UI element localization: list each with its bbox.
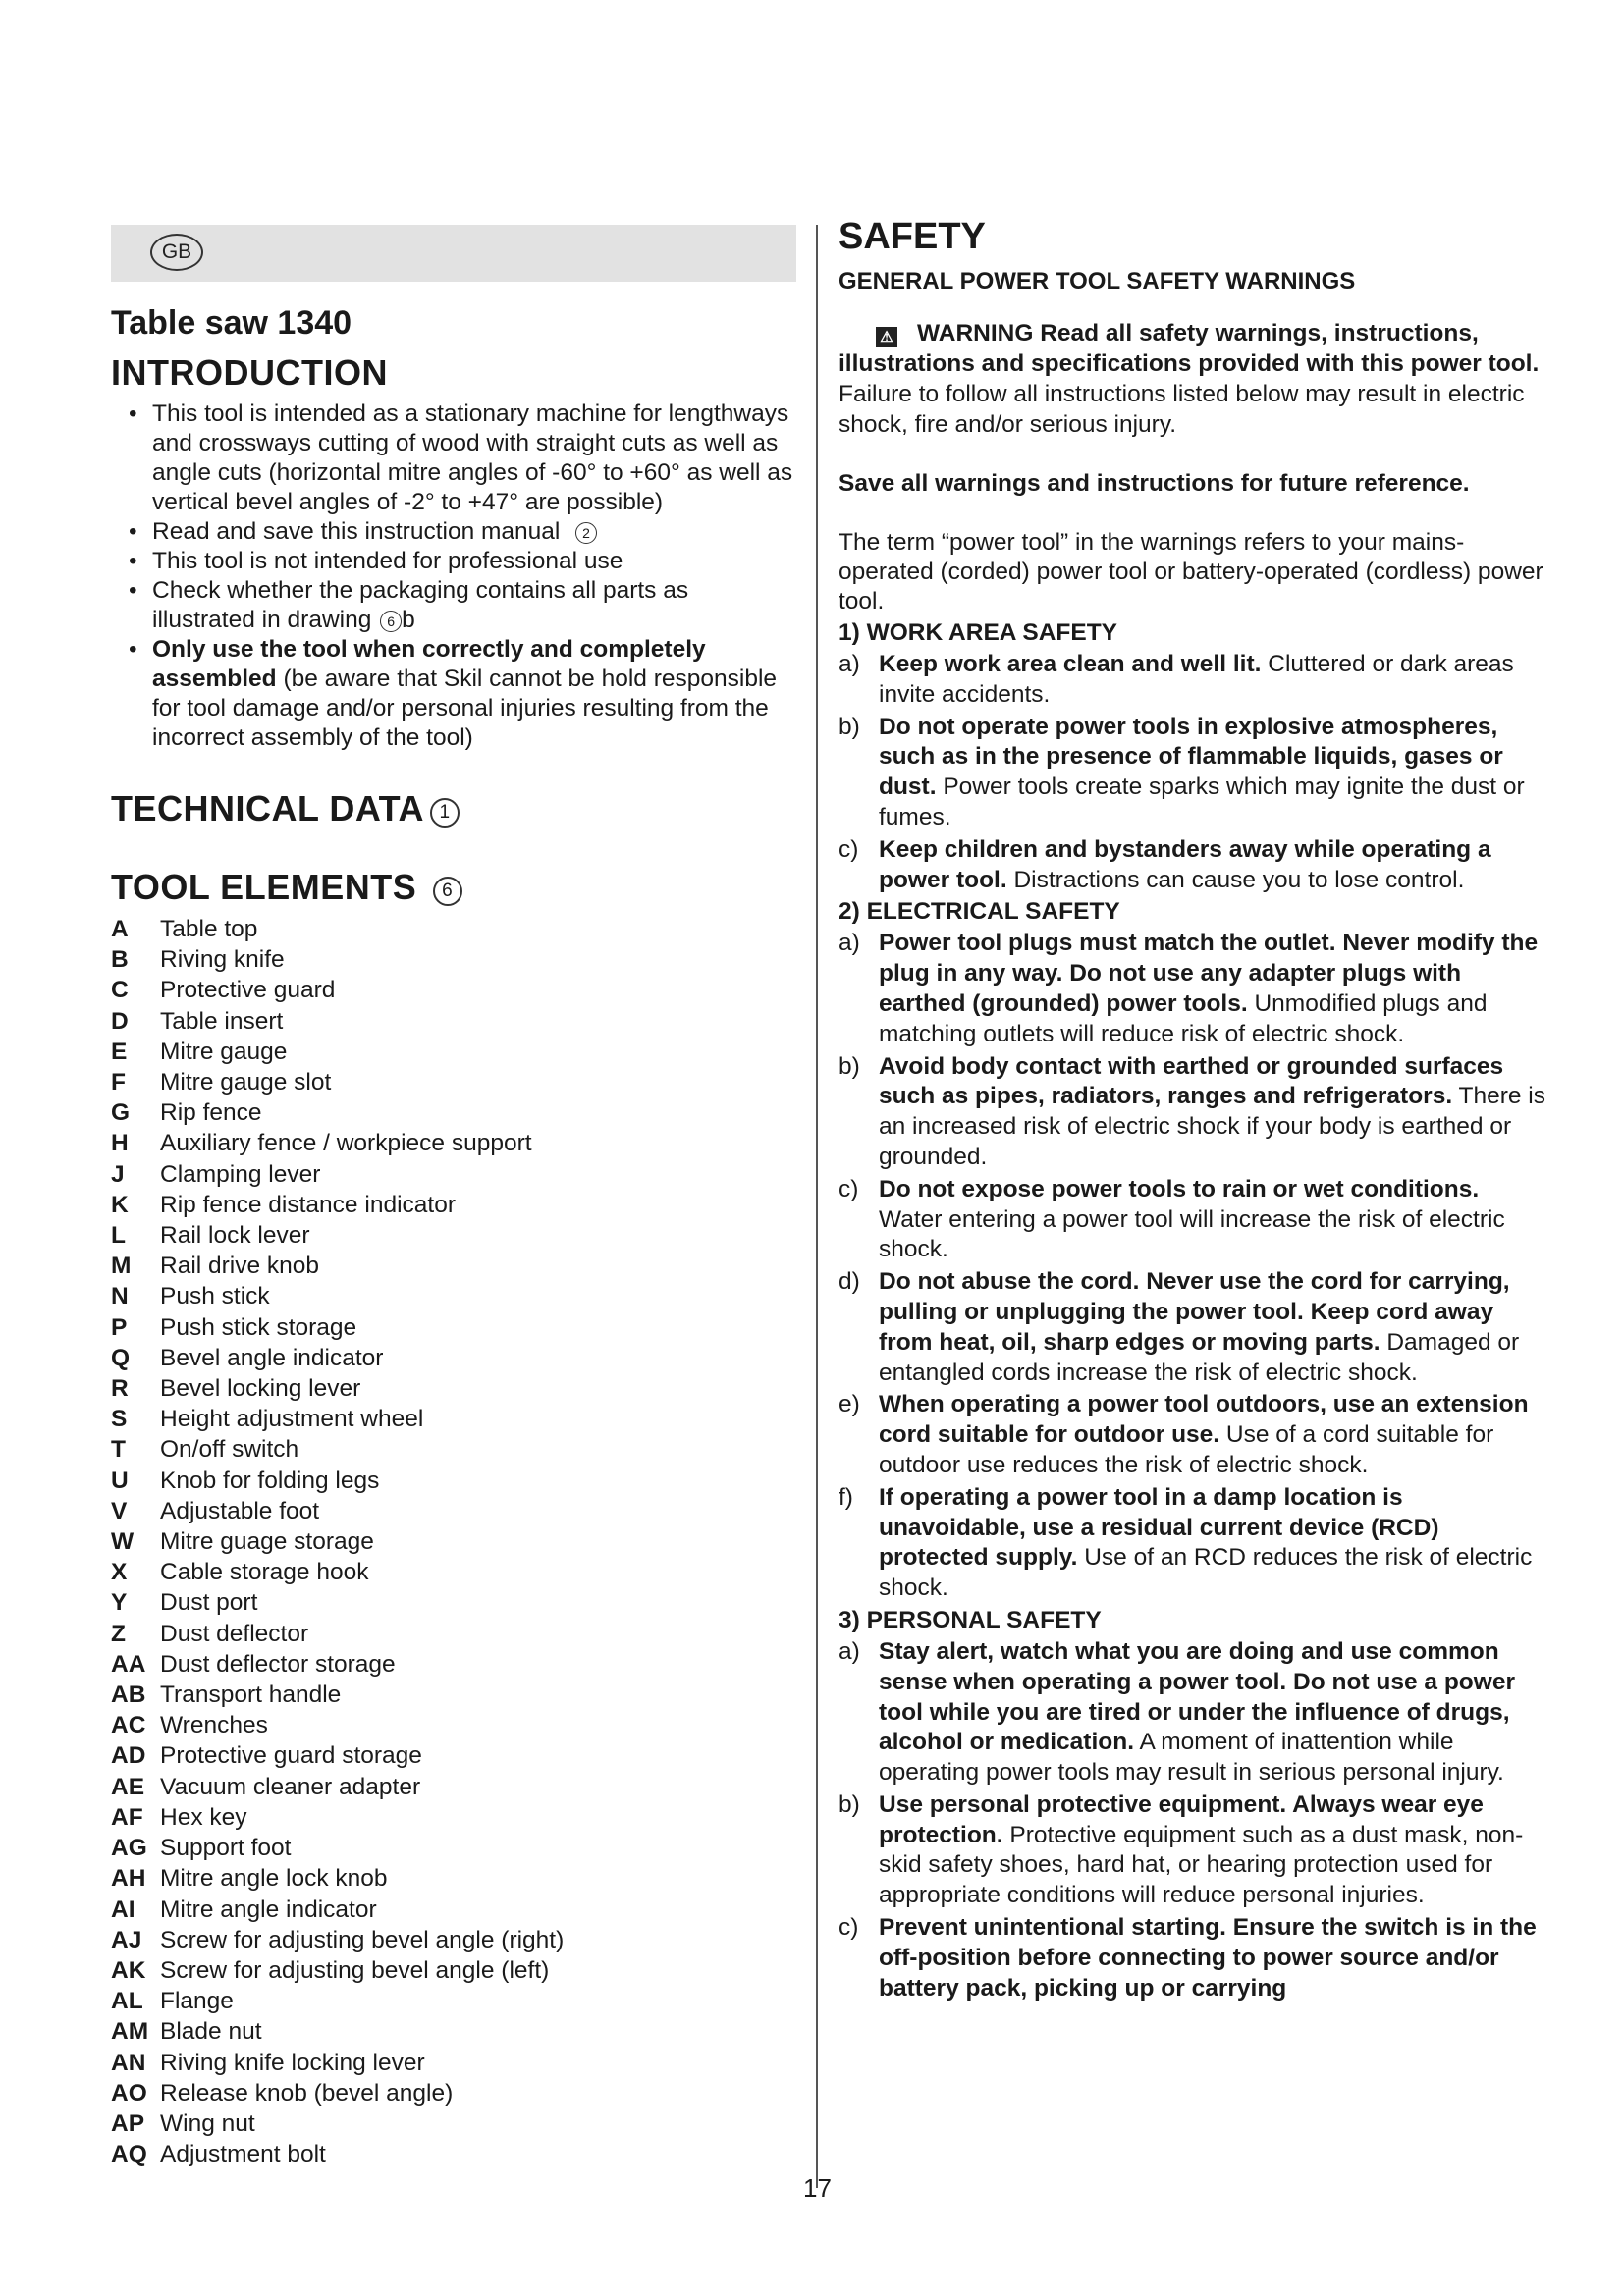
- tool-element-key: S: [111, 1406, 128, 1433]
- tool-element-label: Cable storage hook: [160, 1559, 369, 1586]
- tool-element-key: G: [111, 1099, 131, 1127]
- tool-element-label: Table insert: [160, 1007, 284, 1035]
- tool-element-item: [111, 1619, 796, 1649]
- tool-element-label: Knob for folding legs: [160, 1467, 380, 1494]
- tool-element-label: Rip fence: [160, 1099, 262, 1127]
- language-bar: [111, 225, 796, 282]
- tool-element-item: [111, 1343, 796, 1373]
- tool-element-key: V: [111, 1497, 128, 1524]
- tool-element-key: AN: [111, 2049, 146, 2076]
- technical-data-heading: TECHNICAL DATA 1: [111, 786, 796, 831]
- tool-element-label: Riving knife: [160, 946, 285, 974]
- electrical-item-c: c) Do not expose power tools to rain or wet conditions. Water entering a power tool will increase the risk of electric shock.: [839, 1175, 1505, 1263]
- tool-element-label: Bevel locking lever: [160, 1375, 361, 1403]
- tool-element-label: Transport handle: [160, 1682, 342, 1709]
- intro-bullet-3: • This tool is not intended for professional use: [111, 547, 796, 576]
- tool-element-key: U: [111, 1467, 129, 1494]
- tool-element-key: F: [111, 1069, 126, 1096]
- tool-element-key: AP: [111, 2109, 145, 2137]
- tool-element-key: AI: [111, 1896, 135, 1923]
- tool-element-item: [111, 1312, 796, 1343]
- tool-element-key: P: [111, 1313, 128, 1341]
- electrical-item-d: d) Do not abuse the cord. Never use the cord for carrying, pulling or unplugging the power tool. Keep cord away from heat, oil, sharp edges or moving parts. Damaged or entangled cords increase the risk of electric shock.: [839, 1268, 1520, 1386]
- tool-element-item: [111, 1772, 796, 1802]
- column-divider: [816, 225, 818, 2188]
- tool-element-key: AG: [111, 1835, 147, 1862]
- tool-element-item: [111, 1526, 796, 1557]
- safety-subheading: GENERAL POWER TOOL SAFETY WARNINGS: [839, 268, 1356, 294]
- tool-element-item: [111, 1587, 796, 1618]
- work-area-item-b: b) Do not operate power tools in explosive atmospheres, such as in the presence of flammable liquids, gases or dust. Power tools create sparks which may ignite the dust or fumes.: [839, 713, 1525, 830]
- tool-element-key: X: [111, 1559, 128, 1586]
- tool-element-label: Adjustment bolt: [160, 2141, 326, 2168]
- tool-element-item: [111, 1863, 796, 1894]
- tool-element-label: Blade nut: [160, 2018, 262, 2046]
- tool-element-item: [111, 2109, 796, 2139]
- document-title: Table saw 1340: [111, 304, 352, 342]
- language-badge: GB: [150, 234, 203, 271]
- save-instructions-line: Save all warnings and instructions for future reference.: [839, 470, 1470, 497]
- tool-element-item: [111, 1955, 796, 1986]
- tool-element-label: Riving knife locking lever: [160, 2049, 425, 2076]
- tool-elements-list: [111, 914, 796, 2169]
- tool-element-label: Rail lock lever: [160, 1222, 310, 1250]
- right-column: [839, 214, 1545, 2003]
- intro-bullet-2: • Read and save this instruction manual 2: [111, 517, 796, 547]
- tool-element-item: [111, 1496, 796, 1526]
- tool-element-item: [111, 1434, 796, 1465]
- tool-element-label: Mitre angle lock knob: [160, 1865, 388, 1893]
- tool-element-key: E: [111, 1038, 128, 1065]
- intro-bullet-1: • This tool is intended as a stationary machine for lengthways and crossways cutting of wood with straight cuts as well as angle cuts (horizontal mitre angles of -60° to +60° as well as vertical bevel angles of -2° to +47° are possible): [111, 400, 796, 517]
- tool-element-key: AQ: [111, 2141, 147, 2168]
- introduction-list: [111, 400, 796, 753]
- tool-element-label: Auxiliary fence / workpiece support: [160, 1130, 532, 1157]
- personal-item-b: b) Use personal protective equipment. Always wear eye protection. Protective equipment such as a dust mask, non-skid safety shoes, hard hat, or hearing protection used for appropriate conditions will reduce personal injuries.: [839, 1790, 1524, 1909]
- tool-element-label: Bevel angle indicator: [160, 1344, 384, 1371]
- tool-element-item: [111, 1037, 796, 1067]
- tool-element-label: Push stick: [160, 1283, 270, 1310]
- tool-element-key: AD: [111, 1742, 146, 1770]
- figure-ref-6-elements: 6: [433, 877, 462, 906]
- personal-safety-heading: 3) PERSONAL SAFETY: [839, 1606, 1102, 1633]
- tool-element-item: [111, 1220, 796, 1251]
- tool-element-label: Dust deflector: [160, 1620, 309, 1647]
- tool-element-label: Protective guard: [160, 977, 336, 1004]
- tool-element-item: [111, 1404, 796, 1434]
- tool-element-label: Wing nut: [160, 2109, 255, 2137]
- tool-element-key: M: [111, 1253, 132, 1280]
- tool-element-key: AE: [111, 1773, 145, 1800]
- tool-element-label: Rip fence distance indicator: [160, 1191, 456, 1218]
- tool-element-item: [111, 1680, 796, 1710]
- tool-element-item: [111, 1251, 796, 1281]
- page-number: 17: [803, 2173, 832, 2203]
- tool-element-item: [111, 944, 796, 975]
- tool-elements-heading: TOOL ELEMENTS 6: [111, 865, 796, 910]
- intro-bullet-5: • Only use the tool when correctly and completely assembled (be aware that Skil cannot be hold responsible for tool damage and/or personal injuries resulting from the incorrect assembly of the tool): [111, 635, 796, 753]
- tool-element-key: AF: [111, 1803, 143, 1831]
- tool-element-item: [111, 1557, 796, 1587]
- tool-element-label: Dust deflector storage: [160, 1650, 396, 1678]
- tool-element-label: Support foot: [160, 1835, 292, 1862]
- tool-element-key: T: [111, 1436, 126, 1464]
- tool-element-item: [111, 1281, 796, 1311]
- tool-element-label: Table top: [160, 916, 258, 942]
- tool-element-key: R: [111, 1375, 129, 1403]
- tool-element-key: H: [111, 1130, 129, 1157]
- tool-element-key: L: [111, 1222, 126, 1250]
- tool-element-label: Hex key: [160, 1803, 247, 1831]
- figure-ref-2: 2: [575, 522, 597, 544]
- tool-element-item: [111, 1833, 796, 1863]
- tool-element-item: [111, 2016, 796, 2047]
- tool-element-item: [111, 1895, 796, 1925]
- tool-element-label: Adjustable foot: [160, 1497, 320, 1524]
- tool-element-item: [111, 1097, 796, 1128]
- figure-ref-1: 1: [430, 798, 460, 828]
- electrical-item-b: b) Avoid body contact with earthed or grounded surfaces such as pipes, radiators, ranges and refrigerators. There is an increased risk of electric shock if your body is earthed or grounded.: [839, 1052, 1545, 1170]
- tool-element-label: Rail drive knob: [160, 1253, 320, 1280]
- power-tool-term-line: The term “power tool” in the warnings refers to your mains-operated (corded) power tool or battery-operated (cordless) power tool.: [839, 529, 1543, 614]
- tool-element-item: [111, 1466, 796, 1496]
- tool-element-label: Height adjustment wheel: [160, 1406, 424, 1433]
- tool-element-key: Q: [111, 1344, 131, 1371]
- tool-element-label: Mitre gauge: [160, 1038, 288, 1065]
- tool-element-item: [111, 1649, 796, 1680]
- work-area-safety-heading: 1) WORK AREA SAFETY: [839, 619, 1118, 646]
- tool-element-label: Dust port: [160, 1589, 258, 1617]
- tool-element-key: AJ: [111, 1926, 142, 1953]
- tool-element-label: Wrenches: [160, 1712, 268, 1739]
- tool-element-item: [111, 914, 796, 944]
- tool-element-item: [111, 1925, 796, 1955]
- tool-element-label: Release knob (bevel angle): [160, 2079, 454, 2107]
- tool-element-label: On/off switch: [160, 1436, 299, 1464]
- tool-element-item: [111, 1373, 796, 1404]
- tool-element-key: N: [111, 1283, 129, 1310]
- tool-element-label: Push stick storage: [160, 1313, 357, 1341]
- tool-element-item: [111, 2048, 796, 2078]
- tool-element-item: [111, 1159, 796, 1190]
- introduction-heading: INTRODUCTION: [111, 352, 388, 393]
- tool-element-key: A: [111, 916, 129, 942]
- tool-element-label: Vacuum cleaner adapter: [160, 1773, 421, 1800]
- electrical-item-f: f) If operating a power tool in a damp location is unavoidable, use a residual current device (RCD) protected supply. Use of an RCD reduces the risk of electric shock.: [839, 1483, 1533, 1602]
- electrical-item-a: a) Power tool plugs must match the outlet. Never modify the plug in any way. Do not use any adapter plugs with earthed (grounded) power tools. Unmodified plugs and matching outlets will reduce risk of electric shock.: [839, 930, 1539, 1047]
- tool-element-label: Clamping lever: [160, 1160, 321, 1188]
- tool-element-key: AH: [111, 1865, 146, 1893]
- personal-item-c: c) Prevent unintentional starting. Ensure the switch is in the off-position before connecting to power source and/or battery pack, picking up or carrying: [839, 1914, 1537, 2002]
- tool-element-key: AM: [111, 2018, 149, 2046]
- tool-element-key: AK: [111, 1956, 146, 1984]
- tool-element-key: B: [111, 946, 129, 974]
- tool-element-key: W: [111, 1528, 135, 1556]
- intro-bullet-4: • Check whether the packaging contains all parts as illustrated in drawing 6 b: [111, 576, 796, 635]
- tool-element-item: [111, 1710, 796, 1740]
- tool-element-item: [111, 1740, 796, 1771]
- work-area-item-a: a) Keep work area clean and well lit. Cluttered or dark areas invite accidents.: [839, 651, 1514, 708]
- tool-element-item: [111, 2078, 796, 2109]
- tool-element-key: AC: [111, 1712, 146, 1739]
- tool-element-key: AB: [111, 1682, 146, 1709]
- tool-element-label: Protective guard storage: [160, 1742, 422, 1770]
- figure-ref-6: 6: [380, 611, 402, 632]
- safety-heading: SAFETY: [839, 216, 986, 257]
- tool-element-label: Flange: [160, 1988, 234, 2015]
- work-area-item-c: c) Keep children and bystanders away while operating a power tool. Distractions can cause you to lose control.: [839, 835, 1491, 893]
- tool-element-item: [111, 1802, 796, 1833]
- tool-element-item: [111, 1128, 796, 1158]
- tool-element-label: Mitre guage storage: [160, 1528, 374, 1556]
- tool-element-item: [111, 975, 796, 1005]
- warning-triangle-icon: ⚠: [876, 327, 897, 347]
- tool-element-label: Mitre gauge slot: [160, 1069, 332, 1096]
- warning-paragraph: ⚠ WARNING Read all safety warnings, instructions, illustrations and specifications provided with this power tool. Failure to follow all instructions listed below may result in electric shock, fire and/or serious injury.: [839, 320, 1540, 438]
- tool-element-item: [111, 1067, 796, 1097]
- tool-element-key: AA: [111, 1650, 146, 1678]
- electrical-item-e: e) When operating a power tool outdoors, use an extension cord suitable for outdoor use. Use of a cord suitable for outdoor use reduces the risk of electric shock.: [839, 1391, 1529, 1478]
- tool-element-item: [111, 2139, 796, 2169]
- tool-element-label: Screw for adjusting bevel angle (left): [160, 1956, 550, 1984]
- tool-element-label: Screw for adjusting bevel angle (right): [160, 1926, 565, 1953]
- tool-element-item: [111, 1986, 796, 2016]
- tool-element-key: K: [111, 1191, 129, 1218]
- tool-element-label: Mitre angle indicator: [160, 1896, 377, 1923]
- electrical-safety-heading: 2) ELECTRICAL SAFETY: [839, 898, 1120, 926]
- tool-element-key: AO: [111, 2079, 147, 2107]
- tool-element-item: [111, 1190, 796, 1220]
- tool-element-key: J: [111, 1160, 125, 1188]
- left-column: [111, 225, 796, 2169]
- tool-element-key: AL: [111, 1988, 143, 2015]
- personal-item-a: a) Stay alert, watch what you are doing and use common sense when operating a power tool. Do not use a power tool while you are tired or under the influence of drugs, alcohol or medication. A moment of inattention while operating power tools may result in serious personal injury.: [839, 1637, 1515, 1787]
- tool-element-key: C: [111, 977, 129, 1004]
- tool-element-item: [111, 1006, 796, 1037]
- tool-element-key: D: [111, 1007, 129, 1035]
- tool-element-key: Y: [111, 1589, 128, 1617]
- tool-element-key: Z: [111, 1620, 126, 1647]
